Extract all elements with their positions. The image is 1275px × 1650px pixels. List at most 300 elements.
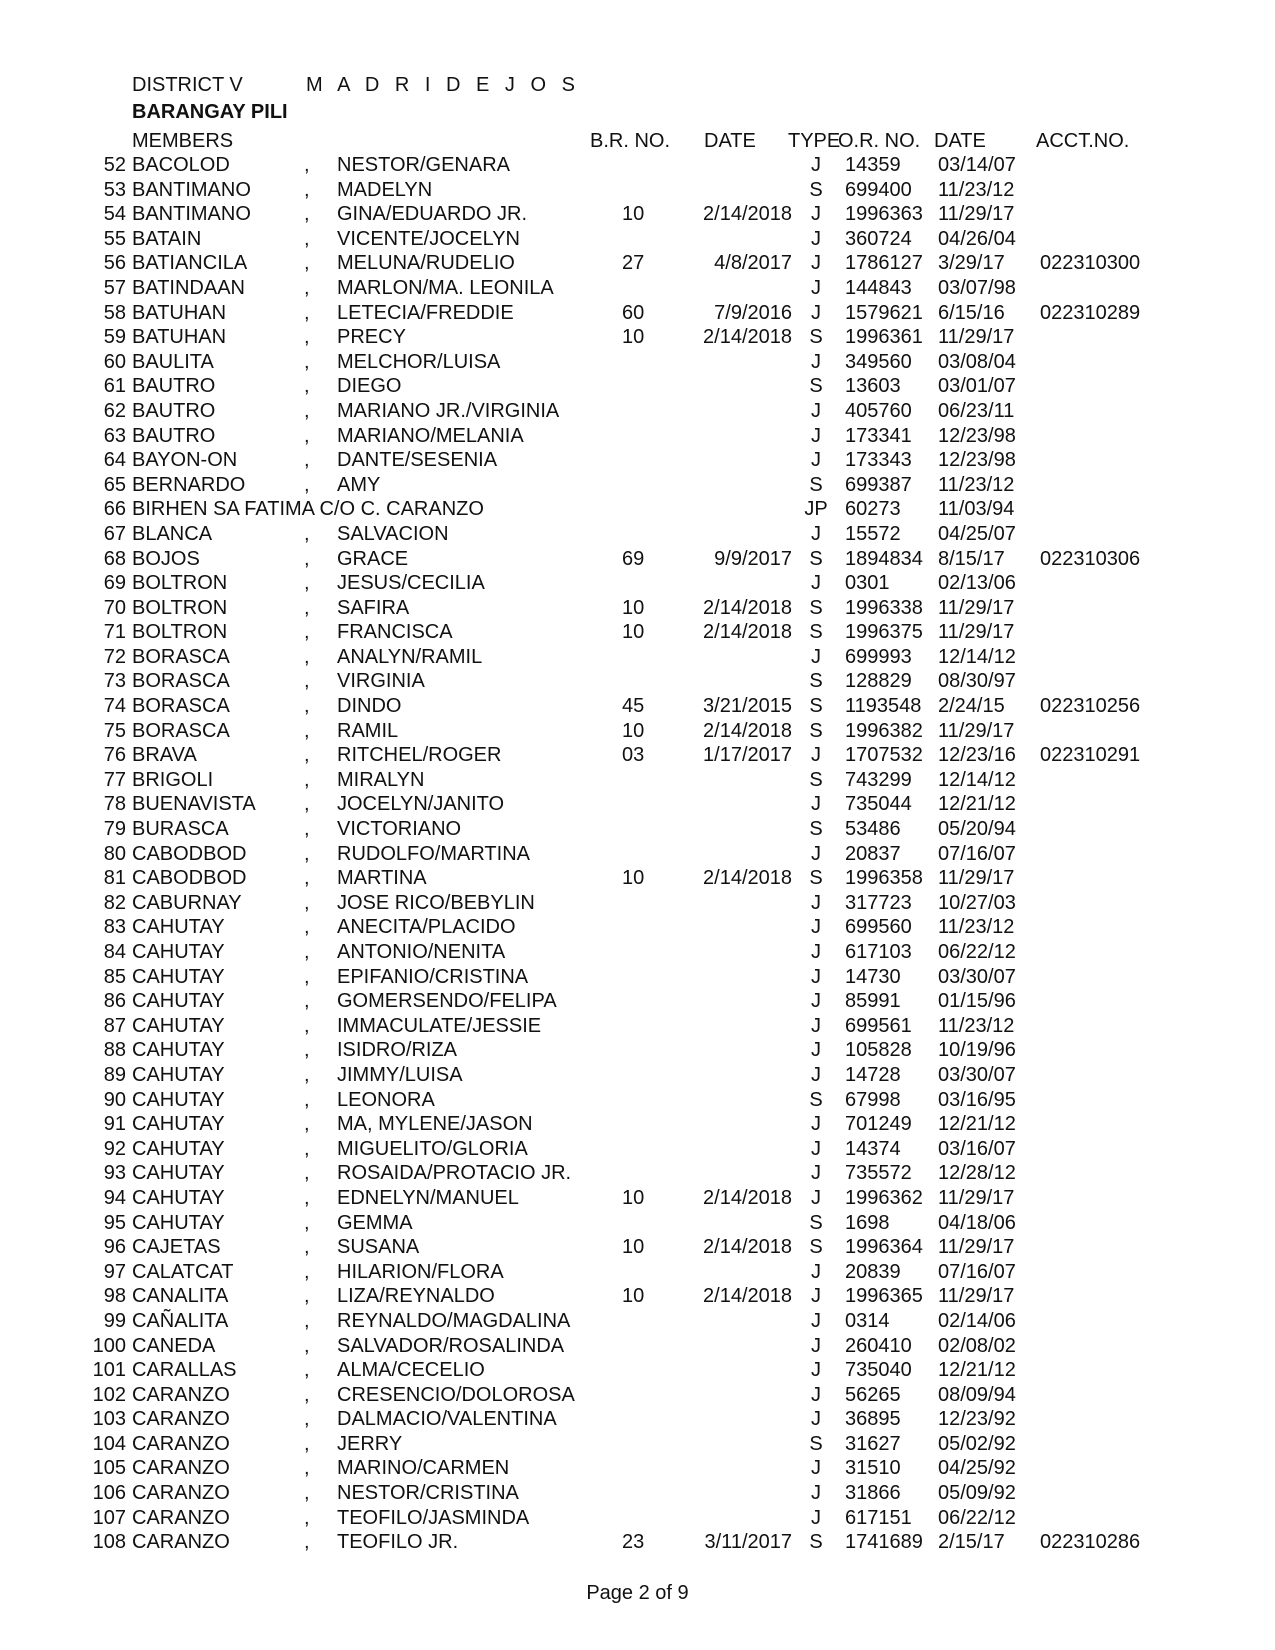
surname: CAHUTAY [132,1113,225,1136]
or-number: 14374 [845,1137,901,1160]
br-date: 2/14/2018 [703,1186,792,1209]
table-row [0,990,1275,1015]
or-date: 12/14/12 [938,645,1016,668]
br-number: 69 [622,547,645,570]
table-row [0,695,1275,720]
or-date: 12/23/16 [938,744,1016,767]
table-row [0,252,1275,277]
member-type: J [811,572,821,595]
surname: CARANZO [132,1432,230,1455]
given-names: LIZA/REYNALDO [337,1285,495,1308]
table-row [0,670,1275,695]
or-number: 56265 [845,1383,901,1406]
or-number: 1698 [845,1211,890,1234]
member-type: J [811,1334,821,1357]
row-number: 83 [103,916,126,939]
row-number: 75 [103,719,126,742]
or-date: 11/23/12 [938,1014,1015,1037]
or-date: 11/29/17 [938,1186,1015,1209]
table-row [0,1433,1275,1458]
br-date: 3/21/2015 [703,695,792,718]
or-date: 11/29/17 [938,1285,1015,1308]
given-names: JOCELYN/JANITO [337,793,505,816]
row-number: 96 [103,1236,126,1259]
br-date: 4/8/2017 [714,252,792,275]
or-number: 13603 [845,375,901,398]
surname: BANTIMANO [132,178,251,201]
table-row [0,523,1275,548]
br-date: 2/14/2018 [703,1236,792,1259]
surname: BIRHEN SA FATIMA C/O C. CARANZO [132,498,484,521]
row-number: 56 [103,252,126,275]
row-number: 80 [103,842,126,865]
row-number: 104 [92,1432,126,1455]
row-number: 59 [103,326,126,349]
account-number: 022310300 [1040,252,1141,275]
br-date: 2/14/2018 [703,203,792,226]
table-row [0,941,1275,966]
br-number: 10 [622,719,645,742]
table-row [0,1162,1275,1187]
table-row [0,1187,1275,1212]
or-date: 12/21/12 [938,1359,1016,1382]
separator: , [304,1285,310,1308]
account-number: 022310256 [1040,695,1141,718]
row-number: 82 [103,891,126,914]
surname: CAHUTAY [132,990,225,1013]
surname: BATAIN [132,227,202,250]
district-label: DISTRICT V [132,74,243,96]
surname: CAHUTAY [132,1088,225,1111]
surname: BOJOS [132,547,200,570]
or-number: 173341 [845,424,912,447]
table-row [0,1531,1275,1556]
member-type: J [811,1383,821,1406]
or-number: 735040 [845,1359,912,1382]
member-type: S [809,178,823,201]
separator: , [304,621,310,644]
row-number: 86 [103,990,126,1013]
or-date: 02/08/02 [938,1334,1016,1357]
surname: CARALLAS [132,1359,237,1382]
or-date: 04/26/04 [938,227,1016,250]
or-date: 8/15/17 [938,547,1005,570]
surname: BATUHAN [132,326,227,349]
town-label: M A D R I D E J O S [306,74,580,96]
separator: , [304,1531,310,1554]
given-names: VIRGINIA [337,670,425,693]
given-names: DANTE/SESENIA [337,449,498,472]
or-number: 1996375 [845,621,923,644]
or-number: 1996382 [845,719,923,742]
separator: , [304,1186,310,1209]
surname: BORASCA [132,645,230,668]
row-number: 68 [103,547,126,570]
row-number: 53 [103,178,126,201]
given-names: JIMMY/LUISA [337,1063,463,1086]
or-date: 04/25/07 [938,522,1016,545]
surname: CAHUTAY [132,1162,225,1185]
given-names: DIEGO [337,375,402,398]
or-number: 14728 [845,1063,901,1086]
br-number: 23 [622,1531,645,1554]
or-number: 53486 [845,818,901,841]
given-names: IMMACULATE/JESSIE [337,1014,542,1037]
member-type: S [809,547,823,570]
or-number: 31510 [845,1457,901,1480]
or-date: 11/29/17 [938,867,1015,890]
separator: , [304,326,310,349]
row-number: 64 [103,449,126,472]
br-date: 2/14/2018 [703,326,792,349]
table-row [0,966,1275,991]
surname: BAUTRO [132,399,216,422]
separator: , [304,818,310,841]
row-number: 95 [103,1211,126,1234]
row-number: 94 [103,1186,126,1209]
member-type: S [809,1236,823,1259]
separator: , [304,252,310,275]
row-number: 62 [103,399,126,422]
or-date: 11/29/17 [938,326,1015,349]
given-names: GEMMA [337,1211,413,1234]
or-number: 360724 [845,227,912,250]
given-names: DALMACIO/VALENTINA [337,1408,557,1431]
member-type: J [811,1309,821,1332]
or-number: 85991 [845,990,901,1013]
separator: , [304,719,310,742]
table-row [0,400,1275,425]
row-number: 107 [92,1506,126,1529]
surname: CARANZO [132,1383,230,1406]
table-row [0,1359,1275,1384]
separator: , [304,154,310,176]
separator: , [304,793,310,816]
surname: CAHUTAY [132,1039,225,1062]
separator: , [304,695,310,718]
row-number: 101 [92,1359,126,1382]
or-number: 0314 [845,1309,890,1332]
given-names: EDNELYN/MANUEL [337,1186,519,1209]
surname: BORASCA [132,670,230,693]
or-date: 07/16/07 [938,1260,1016,1283]
barangay-label: BARANGAY PILI [132,101,288,123]
or-number: 1193548 [845,695,922,718]
or-date: 01/15/96 [938,990,1016,1013]
br-number: 10 [622,326,645,349]
or-number: 14730 [845,965,901,988]
row-number: 65 [103,473,126,496]
row-number: 97 [103,1260,126,1283]
table-row [0,1384,1275,1409]
or-date: 07/16/07 [938,842,1016,865]
or-date: 06/22/12 [938,1506,1016,1529]
separator: , [304,301,310,324]
table-row [0,1285,1275,1310]
or-number: 699993 [845,645,912,668]
br-date: 3/11/2017 [704,1531,792,1554]
separator: , [304,1408,310,1431]
table-row [0,916,1275,941]
table-row [0,548,1275,573]
row-number: 72 [103,645,126,668]
given-names: TEOFILO/JASMINDA [337,1506,530,1529]
or-date: 11/29/17 [938,1236,1015,1259]
col-br-no: B.R. NO. [590,130,671,152]
table-row [0,1482,1275,1507]
or-number: 1996338 [845,596,923,619]
separator: , [304,547,310,570]
table-row [0,179,1275,204]
account-number: 022310291 [1040,744,1141,767]
row-number: 69 [103,572,126,595]
surname: BOLTRON [132,572,228,595]
table-row [0,326,1275,351]
or-number: 14359 [845,154,901,176]
page-number: Page 2 of 9 [586,1582,689,1604]
table-row [0,621,1275,646]
row-number: 77 [103,768,126,791]
or-date: 12/23/98 [938,449,1016,472]
separator: , [304,203,310,226]
table-row [0,302,1275,327]
surname: CARANZO [132,1482,230,1505]
or-number: 1996358 [845,867,923,890]
table-row [0,892,1275,917]
separator: , [304,1334,310,1357]
or-date: 11/23/12 [938,178,1015,201]
table-row [0,793,1275,818]
given-names: VICTORIANO [337,818,462,841]
row-number: 84 [103,941,126,963]
or-number: 1996365 [845,1285,923,1308]
row-number: 74 [103,695,126,718]
surname: CANALITA [132,1285,229,1308]
surname: BURASCA [132,818,229,841]
or-number: 699560 [845,916,912,939]
col-or-date: DATE [934,130,986,152]
surname: CABODBOD [132,867,247,890]
table-row [0,375,1275,400]
surname: BERNARDO [132,473,246,496]
or-number: 317723 [845,891,912,914]
or-number: 105828 [845,1039,912,1062]
or-number: 1786127 [845,252,923,275]
member-type: J [811,522,821,545]
or-date: 6/15/16 [938,301,1005,324]
separator: , [304,867,310,890]
member-type: S [809,596,823,619]
surname: CABODBOD [132,842,247,865]
or-date: 03/30/07 [938,1063,1016,1086]
or-date: 11/29/17 [938,203,1015,226]
separator: , [304,1236,310,1259]
member-type: J [811,1186,821,1209]
member-type: J [811,276,821,299]
given-names: LEONORA [337,1088,435,1111]
row-number: 100 [92,1334,126,1357]
row-number: 63 [103,424,126,447]
col-date: DATE [704,130,756,152]
or-number: 20839 [845,1260,901,1283]
surname: BAULITA [132,350,214,373]
or-number: 128829 [845,670,912,693]
row-number: 76 [103,744,126,767]
table-row [0,1261,1275,1286]
surname: BATIANCILA [132,252,248,275]
br-number: 10 [622,621,645,644]
surname: CAHUTAY [132,916,225,939]
member-type: J [811,965,821,988]
or-date: 05/02/92 [938,1432,1016,1455]
member-type: J [811,1408,821,1431]
or-number: 144843 [845,276,912,299]
given-names: MARIANO JR./VIRGINIA [337,399,560,422]
table-row [0,843,1275,868]
br-date: 7/9/2016 [714,301,792,324]
member-type: J [811,1260,821,1283]
member-type: J [811,1457,821,1480]
or-number: 699400 [845,178,912,201]
member-type: J [811,227,821,250]
member-type: J [811,1039,821,1062]
given-names: SALVACION [337,522,449,545]
given-names: MARTINA [337,867,427,890]
or-date: 12/14/12 [938,768,1016,791]
given-names: ISIDRO/RIZA [337,1039,458,1062]
separator: , [304,1063,310,1086]
table-row [0,1335,1275,1360]
table-row [0,474,1275,499]
member-type: S [809,695,823,718]
table-row [0,744,1275,769]
or-number: 617103 [845,941,912,963]
separator: , [304,350,310,373]
or-number: 31866 [845,1482,901,1505]
row-number: 91 [103,1113,126,1136]
surname: CALATCAT [132,1260,234,1283]
separator: , [304,1309,310,1332]
table-row [0,818,1275,843]
given-names: REYNALDO/MAGDALINA [337,1309,571,1332]
member-type: J [811,916,821,939]
surname: BANTIMANO [132,203,251,226]
or-date: 2/15/17 [938,1531,1005,1554]
given-names: PRECY [337,326,406,349]
or-number: 260410 [845,1334,912,1357]
member-type: J [811,1137,821,1160]
row-number: 81 [103,867,126,890]
row-number: 93 [103,1162,126,1185]
member-type: J [811,645,821,668]
separator: , [304,1457,310,1480]
row-number: 103 [92,1408,126,1431]
member-type: S [809,1088,823,1111]
member-list [0,154,1275,1556]
table-row [0,1408,1275,1433]
member-type: J [811,941,821,963]
member-type: J [811,301,821,324]
member-type: S [809,719,823,742]
or-number: 735044 [845,793,912,816]
surname: BRIGOLI [132,768,214,791]
row-number: 52 [103,154,126,176]
separator: , [304,965,310,988]
or-date: 03/16/07 [938,1137,1016,1160]
row-number: 58 [103,301,126,324]
row-number: 60 [103,350,126,373]
or-date: 04/25/92 [938,1457,1016,1480]
member-type: S [809,670,823,693]
or-date: 2/24/15 [938,695,1005,718]
or-number: 36895 [845,1408,901,1431]
surname: BAUTRO [132,424,216,447]
table-row [0,351,1275,376]
or-number: 1579621 [845,301,923,324]
member-type: J [811,1063,821,1086]
separator: , [304,424,310,447]
separator: , [304,276,310,299]
separator: , [304,1359,310,1382]
or-date: 12/21/12 [938,1113,1016,1136]
given-names: FRANCISCA [337,621,453,644]
or-date: 11/03/94 [938,498,1015,521]
table-row [0,449,1275,474]
or-number: 173343 [845,449,912,472]
or-number: 31627 [845,1432,901,1455]
member-type: S [809,867,823,890]
member-type: J [811,203,821,226]
br-date: 2/14/2018 [703,867,792,890]
row-number: 55 [103,227,126,250]
surname: CAHUTAY [132,965,225,988]
br-number: 10 [622,1285,645,1308]
row-number: 99 [103,1309,126,1332]
table-row [0,277,1275,302]
table-row [0,1310,1275,1335]
or-date: 12/23/92 [938,1408,1016,1431]
row-number: 102 [92,1383,126,1406]
given-names: SUSANA [337,1236,420,1259]
surname: CANEDA [132,1334,216,1357]
given-names: ANALYN/RAMIL [337,645,483,668]
or-date: 06/22/12 [938,941,1016,963]
surname: BATINDAAN [132,276,245,299]
row-number: 67 [103,522,126,545]
member-type: S [809,1432,823,1455]
row-number: 61 [103,375,126,398]
table-row [0,1236,1275,1261]
table-row [0,1212,1275,1237]
member-type: J [811,1359,821,1382]
or-date: 11/29/17 [938,719,1015,742]
row-number: 66 [103,498,126,521]
separator: , [304,522,310,545]
given-names: ANECITA/PLACIDO [337,916,516,939]
table-row [0,1113,1275,1138]
separator: , [304,1506,310,1529]
given-names: GRACE [337,547,409,570]
member-type: J [811,424,821,447]
surname: BAUTRO [132,375,216,398]
surname: CARANZO [132,1506,230,1529]
br-date: 2/14/2018 [703,621,792,644]
surname: CARANZO [132,1531,230,1554]
or-number: 0301 [845,572,890,595]
table-row [0,720,1275,745]
separator: , [304,916,310,939]
member-type: J [811,1482,821,1505]
